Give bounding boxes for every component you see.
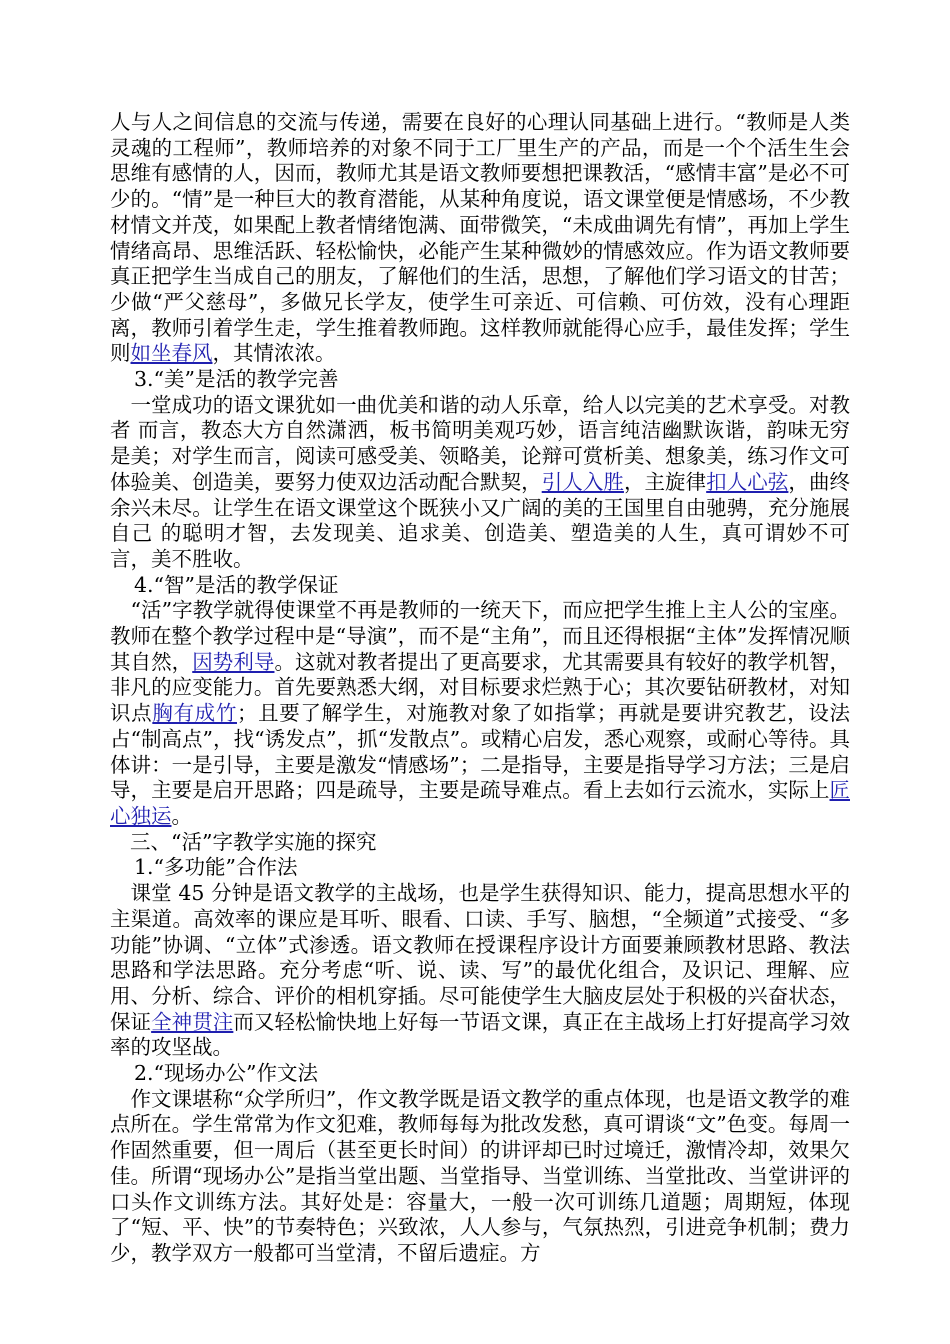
heading-multifunction: 1.“多功能”合作法 bbox=[134, 855, 298, 880]
paragraph-text: 一堂成功的语文课犹如一曲优美和谐的动人乐章，给人以完美的艺术享受。对教者 而言，教态大方自然潇洒，板书简明美观巧妙，语言纯洁幽默诙谐，韵味无穷是美；对学生而言，阅读可感受美、领略美，论辩可赏析美、想象美，练习作文可体验美、创造美，要努力使双边活动配合默契， bbox=[110, 392, 850, 494]
link-kou-ren-xin-xian[interactable]: 扣人心弦 bbox=[706, 469, 789, 494]
link-quan-shen-guan-zhu[interactable]: 全神贯注 bbox=[151, 1009, 234, 1034]
link-xiong-you-cheng-zhu[interactable]: 胸有成竹 bbox=[152, 701, 237, 726]
paragraph-text: 而又轻松愉快地上好每一节语文课，真正在主战场上打好提高学习效率的攻坚战。 bbox=[110, 1009, 851, 1060]
paragraph-text: ；且要了解学生，对施教对象了如指掌；再就是要讲究教艺，设法占“制高点”，找“诱发点”，抓“发散点”。或精心启发，悉心观察，或耐心等待。具体讲：一是引导，主要是激发“情感场”；二是指导，主要是指导学习方法；三是启导，主要是启开思路；四是疏导，主要是疏导难点。看上去如行云流水，实际上 bbox=[110, 701, 851, 803]
paragraph-text: 课堂 45 分钟是语文教学的主战场，也是学生获得知识、能力，提高思想水平的主渠道。高效率的课应是耳听、眼看、口读、手写、脑想，“全频道”式接受、“多功能”协调、“立体”式渗透。语文教师在授课程序设计方面要兼顾教材思路、教法思路和学法思路。充分考虑“听、说、读、写”的最优化组合，及识记、理解、应用、分析、综合、评价的相机穿插。尽可能使学生大脑皮层处于积极的兴奋状态，保证 bbox=[110, 881, 850, 1034]
paragraph-text: “活”字教学就得使课堂不再是教师的一统天下，而应把学生推上主人公的宝座。教师在整个教学过程中是“导演”，而不是“主角”，而且还得根据“主体”发挥情况顺其自然， bbox=[110, 598, 850, 674]
paragraph-text: 。这就对教者提出了更高要求，尤其需要具有较好的教学机智，非凡的应变能力。首先要熟悉大纲，对目标要求烂熟于心；其次要钻研教材，对知识点 bbox=[110, 649, 851, 726]
paragraph-text: ，其情浓浓。 bbox=[212, 341, 336, 366]
link-ru-zuo-chun-feng[interactable]: 如坐春风 bbox=[130, 341, 213, 366]
link-jiang-xin-du-yun[interactable]: 匠心独运 bbox=[110, 778, 850, 828]
heading-onsite: 2.“现场办公”作文法 bbox=[134, 1061, 319, 1086]
paragraph-text: ，主旋律 bbox=[623, 469, 707, 494]
paragraph-beauty bbox=[110, 393, 850, 573]
heading-wisdom: 4.“智”是活的教学保证 bbox=[134, 572, 339, 597]
link-yin-shi-li-dao[interactable]: 因势利导 bbox=[192, 649, 275, 674]
paragraph-text: ，曲终余兴未尽。让学生在语文课堂这个既狭小又广阔的美的王国里自由驰骋，充分施展自己 的聪明才智，去发现美、追求美、创造美、塑造美的人生，真可谓妙不可言，美不胜收。 bbox=[110, 469, 851, 571]
heading-beauty: 3.“美”是活的教学完善 bbox=[134, 367, 339, 392]
paragraph-emotion bbox=[110, 110, 850, 367]
section-heading-three: 三、“活”字教学实施的探究 bbox=[130, 829, 377, 854]
paragraph-onsite: 作文课堪称“众学所归”，作文教学既是语文教学的重点体现，也是语文教学的难点所在。学生常常为作文犯难，教师每每为批改发愁，真可谓谈“文”色变。每周一作固然重要，但一周后（甚至更长时间）的讲评却已时过境迁，激情冷却，效果欠佳。所谓“现场办公”是指当堂出题、当堂指导、当堂训练、当堂批改、当堂讲评的口头作文训练方法。其好处是：容量大，一般一次可训练几道题；周期短，体现了“短、平、快”的节奏特色；兴致浓，人人参与，气氛热烈，引进竞争机制；费力少，教学双方一般都可当堂清，不留后遗症。方 bbox=[110, 1086, 850, 1265]
link-yin-ren-ru-sheng[interactable]: 引人入胜 bbox=[541, 469, 624, 494]
paragraph-wisdom bbox=[110, 598, 850, 829]
paragraph-text: 。 bbox=[171, 803, 192, 828]
document-body bbox=[110, 110, 850, 1267]
paragraph-multifunction bbox=[110, 881, 850, 1061]
paragraph-text: 人与人之间信息的交流与传递，需要在良好的心理认同基础上进行。“教师是人类灵魂的工程师”，教师培养的对象不同于工厂里生产的产品，而是一个个活生生会思维有感情的人，因而，教师尤其是语文教师要想把课教活，“感情丰富”是必不可少的。“情”是一种巨大的教育潜能，从某种角度说，语文课堂便是情感场，不少教材情文并茂，如果配上教者情绪饱满、面带微笑，“未成曲调先有情”，再加上学生情绪高昂、思维活跃、轻松愉快，必能产生某种微妙的情感效应。作为语文教师要真正把学生当成自己的朋友，了解他们的生活，思想，了解他们学习语文的甘苦；少做“严父慈母”，多做兄长学友，使学生可亲近、可信赖、可仿效，没有心理距离，教师引着学生走，学生推着教师跑。这样教师就能得心应手，最佳发挥；学生则 bbox=[110, 110, 850, 366]
